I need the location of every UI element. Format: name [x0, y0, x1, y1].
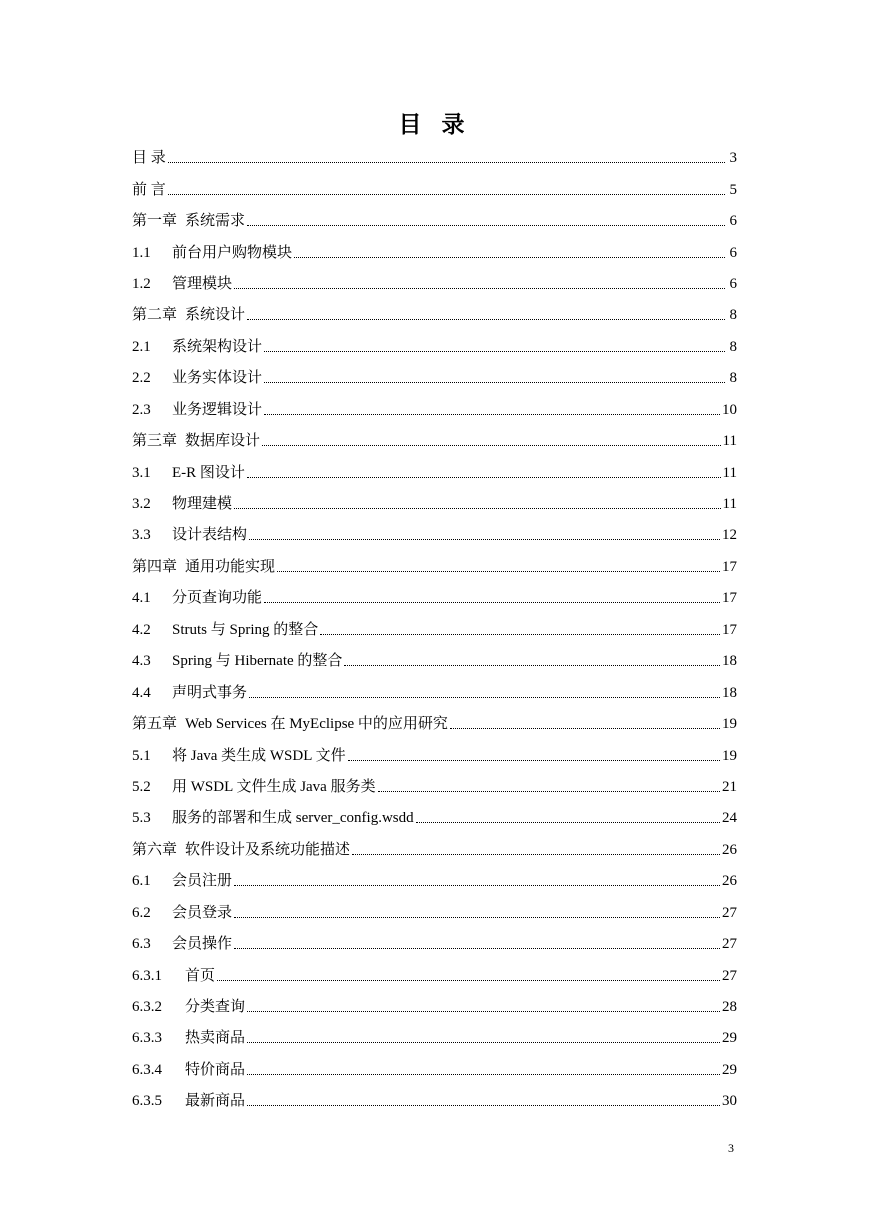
toc-entry-label: 系统需求: [185, 213, 246, 230]
dot-leader: [294, 257, 725, 258]
toc-entry[interactable]: [132, 992, 737, 1023]
dot-leader: [217, 980, 720, 981]
toc-entry[interactable]: [132, 520, 737, 551]
toc-entry-number: 2.1: [132, 338, 151, 355]
toc-entry-page: 11: [722, 433, 737, 450]
toc-entry-number: 6.3: [132, 936, 151, 953]
toc-entry-label: 会员登录: [172, 904, 233, 921]
toc-entry-number: 第五章: [132, 716, 178, 733]
toc-entry-page: 21: [722, 778, 737, 795]
dot-leader: [247, 1011, 720, 1012]
toc-entry-page: 6: [729, 213, 737, 230]
toc-entry-number: 第一章: [132, 213, 178, 230]
toc-entry[interactable]: [132, 677, 737, 708]
toc-entry[interactable]: [132, 929, 737, 960]
toc-entry[interactable]: [132, 300, 737, 331]
dot-leader: [262, 445, 721, 446]
toc-entry-number: 6.2: [132, 904, 151, 921]
dot-leader: [348, 760, 720, 761]
toc-entry-page: 27: [722, 904, 737, 921]
toc-entry[interactable]: [132, 363, 737, 394]
toc-entry[interactable]: [132, 615, 737, 646]
toc-entry-label: 会员注册: [172, 873, 233, 890]
toc-entry-label: 前 言: [132, 181, 166, 198]
dot-leader: [264, 351, 725, 352]
toc-entry-number: 2.3: [132, 401, 151, 418]
toc-entry-page: 17: [722, 558, 737, 575]
toc-entry-number: 第二章: [132, 307, 178, 324]
toc-entry-page: 19: [722, 716, 737, 733]
toc-entry[interactable]: [132, 709, 737, 740]
toc-entry-label: 目 录: [132, 150, 166, 167]
toc-entry-label: 将 Java 类生成 WSDL 文件: [172, 747, 346, 764]
toc-entry-label: 会员操作: [172, 936, 233, 953]
toc-entry-page: 12: [722, 527, 737, 544]
toc-entry[interactable]: [132, 1086, 737, 1117]
toc-entry-label: 软件设计及系统功能描述: [185, 841, 351, 858]
toc-entry-page: 24: [722, 810, 737, 827]
toc-entry[interactable]: [132, 960, 737, 991]
toc-entry-label: 首页: [185, 967, 216, 984]
toc-entry-number: 5.3: [132, 810, 151, 827]
toc-entry-page: 10: [722, 401, 737, 418]
toc-entry-label: 服务的部署和生成 server_config.wsdd: [172, 810, 414, 827]
dot-leader: [247, 1074, 720, 1075]
toc-entry-page: 18: [722, 684, 737, 701]
toc-entry-label: 设计表结构: [172, 527, 248, 544]
toc-entry-label: 业务实体设计: [172, 370, 263, 387]
toc-entry-page: 27: [722, 967, 737, 984]
toc-entry-page: 6: [729, 244, 737, 261]
toc-entry-number: 第三章: [132, 433, 178, 450]
toc-entry-number: 4.1: [132, 590, 151, 607]
toc-entry-number: 6.3.3: [132, 1030, 162, 1047]
dot-leader: [320, 634, 720, 635]
toc-entry[interactable]: [132, 552, 737, 583]
dot-leader: [249, 539, 720, 540]
toc-entry-page: 26: [722, 841, 737, 858]
page-number: 3: [728, 1141, 734, 1155]
toc-entry-page: 19: [722, 747, 737, 764]
toc-entry-label: E-R 图设计: [172, 464, 245, 481]
toc-entry-label: 数据库设计: [185, 433, 261, 450]
toc-entry-number: 3.1: [132, 464, 151, 481]
toc-entry-number: 5.2: [132, 778, 151, 795]
toc-entry-number: 5.1: [132, 747, 151, 764]
toc-entry[interactable]: [132, 740, 737, 771]
dot-leader: [416, 822, 720, 823]
dot-leader: [234, 508, 721, 509]
toc-entry-label: 分类查询: [185, 999, 246, 1016]
toc-entry-number: 4.4: [132, 684, 151, 701]
toc-entry-page: 30: [722, 1093, 737, 1110]
toc-entry-number: 6.3.4: [132, 1061, 162, 1078]
toc-entry-page: 27: [722, 936, 737, 953]
toc-entry-number: 4.2: [132, 621, 151, 638]
toc-entry[interactable]: [132, 269, 737, 300]
toc-entry[interactable]: [132, 174, 737, 205]
toc-entry-number: 3.2: [132, 496, 151, 513]
toc-entry-page: 29: [722, 1061, 737, 1078]
toc-entry-label: Web Services 在 MyEclipse 中的应用研究: [185, 716, 448, 733]
toc-entry[interactable]: [132, 1023, 737, 1054]
toc-entry-number: 第六章: [132, 841, 178, 858]
toc-entry-page: 8: [729, 307, 737, 324]
toc-entry[interactable]: [132, 332, 737, 363]
dot-leader: [234, 948, 720, 949]
dot-leader: [234, 917, 720, 918]
toc-entry-number: 1.1: [132, 244, 151, 261]
toc-entry-label: 分页查询功能: [172, 590, 263, 607]
dot-leader: [378, 791, 720, 792]
toc-entry-label: 声明式事务: [172, 684, 248, 701]
dot-leader: [277, 571, 720, 572]
page-title: 目 录: [398, 112, 471, 138]
toc-entry-number: 4.3: [132, 653, 151, 670]
toc-entry-number: 6.1: [132, 873, 151, 890]
toc-entry-label: 系统架构设计: [172, 338, 263, 355]
toc-entry-page: 6: [729, 275, 737, 292]
dot-leader: [344, 665, 720, 666]
dot-leader: [264, 602, 720, 603]
dot-leader: [450, 728, 720, 729]
toc-entry[interactable]: [132, 898, 737, 929]
toc-entry-number: 6.3.5: [132, 1093, 162, 1110]
toc-entry[interactable]: [132, 835, 737, 866]
toc-entry-page: 11: [722, 496, 737, 513]
toc-entry-page: 3: [729, 150, 737, 167]
toc-entry[interactable]: [132, 646, 737, 677]
toc-entry[interactable]: [132, 426, 737, 457]
toc-entry[interactable]: [132, 457, 737, 488]
dot-leader: [247, 477, 721, 478]
toc-entry-label: 用 WSDL 文件生成 Java 服务类: [172, 778, 376, 795]
toc-entry[interactable]: [132, 489, 737, 520]
dot-leader: [247, 1042, 720, 1043]
toc-entry[interactable]: [132, 583, 737, 614]
dot-leader: [168, 194, 725, 195]
dot-leader: [264, 382, 725, 383]
toc-entry[interactable]: [132, 772, 737, 803]
toc-entry[interactable]: [132, 803, 737, 834]
toc-entry-label: Spring 与 Hibernate 的整合: [172, 653, 343, 670]
toc-entry-label: 管理模块: [172, 275, 233, 292]
dot-leader: [234, 288, 725, 289]
toc-entry[interactable]: [132, 395, 737, 426]
dot-leader: [247, 319, 725, 320]
toc-entry-number: 6.3.2: [132, 999, 162, 1016]
toc-entry-page: 17: [722, 590, 737, 607]
toc-entry-page: 28: [722, 999, 737, 1016]
toc-entry-label: 特价商品: [185, 1061, 246, 1078]
dot-leader: [168, 162, 725, 163]
toc-entry-page: 29: [722, 1030, 737, 1047]
toc-entry-number: 2.2: [132, 370, 151, 387]
toc-entry[interactable]: [132, 237, 737, 268]
toc-entry-number: 1.2: [132, 275, 151, 292]
toc-entry-page: 17: [722, 621, 737, 638]
dot-leader: [264, 414, 720, 415]
toc-entry-label: Struts 与 Spring 的整合: [172, 621, 319, 638]
toc-entry-label: 业务逻辑设计: [172, 401, 263, 418]
dot-leader: [249, 697, 720, 698]
toc-entry-label: 前台用户购物模块: [172, 244, 293, 261]
toc-entry[interactable]: [132, 866, 737, 897]
toc-entry-page: 5: [729, 181, 737, 198]
toc-entry-label: 物理建模: [172, 496, 233, 513]
toc-entry-number: 第四章: [132, 558, 178, 575]
toc-entry[interactable]: [132, 1055, 737, 1086]
toc-entry-page: 18: [722, 653, 737, 670]
toc-entry-label: 最新商品: [185, 1093, 246, 1110]
toc-entry-label: 系统设计: [185, 307, 246, 324]
toc-entry-number: 6.3.1: [132, 967, 162, 984]
toc-entry-number: 3.3: [132, 527, 151, 544]
toc-entry[interactable]: [132, 143, 737, 174]
toc-entry-page: 26: [722, 873, 737, 890]
dot-leader: [234, 885, 720, 886]
toc-entry-label: 通用功能实现: [185, 558, 276, 575]
toc-entry[interactable]: [132, 206, 737, 237]
table-of-contents: [132, 143, 737, 1118]
dot-leader: [247, 225, 725, 226]
toc-entry-page: 8: [729, 370, 737, 387]
toc-entry-label: 热卖商品: [185, 1030, 246, 1047]
dot-leader: [352, 854, 720, 855]
toc-entry-page: 8: [729, 338, 737, 355]
toc-entry-page: 11: [722, 464, 737, 481]
dot-leader: [247, 1105, 720, 1106]
